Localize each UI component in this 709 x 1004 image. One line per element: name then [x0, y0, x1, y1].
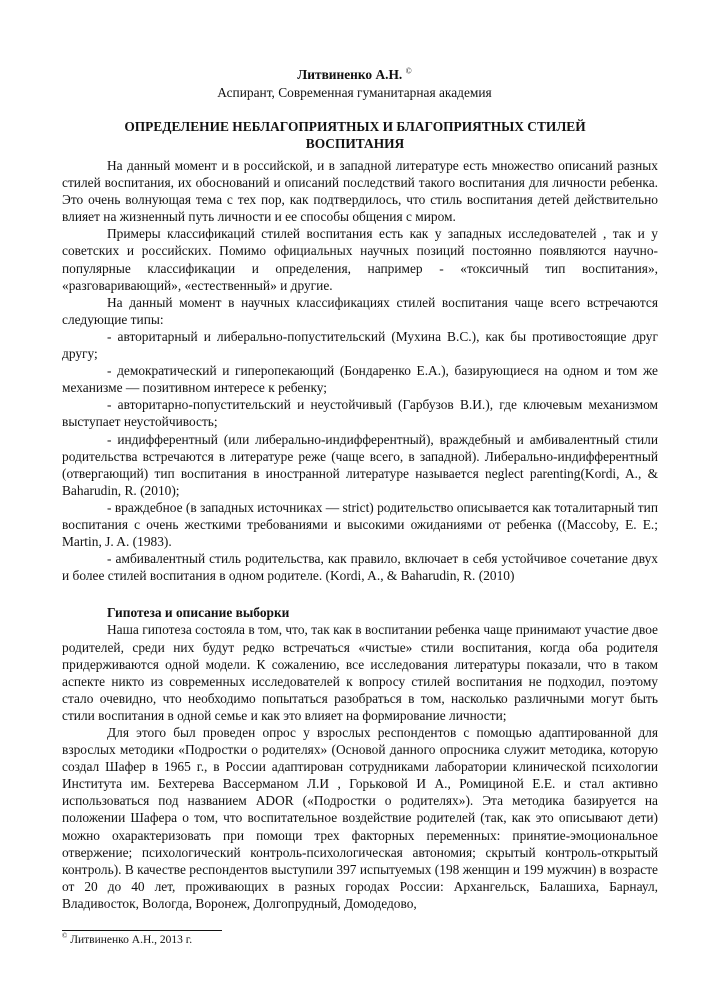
intro-paragraph: На данный момент в научных классификациях стилей воспитания чаще всего встречаются следующие типы:: [62, 294, 658, 327]
style-list-item: - демократический и гиперопекающий (Бондаренко Е.А.), базирующиеся на одном и том же механизме — позитивном интересе к ребенку;: [62, 363, 658, 396]
style-list-item: - авторитарный и либерально-попустительский (Мухина В.С.), как бы противостоящие друг другу;: [62, 328, 658, 362]
style-list-item: - авторитарно-попустительский и неустойчивый (Гарбузов В.И.), где ключевым механизмом выступает неустойчивость;: [62, 397, 658, 430]
author-name: Литвиненко А.Н.: [297, 67, 403, 82]
footnote: [62, 933, 192, 947]
author-affiliation: Аспирант, Современная гуманитарная академия: [217, 85, 492, 100]
paper-title: ОПРЕДЕЛЕНИЕ НЕБЛАГОПРИЯТНЫХ И БЛАГОПРИЯТНЫХ СТИЛЕЙ ВОСПИТАНИЯ: [124, 119, 586, 152]
intro-paragraph: Примеры классификаций стилей воспитания есть как у западных исследователей , так и у советских и российских. Помимо официальных научных позиций постоянно появляются научно-популярные классификации и определения, например - «токсичный тип воспитания», «разговаривающий», «естественный» и другие.: [62, 226, 658, 293]
footnote-mark: ©: [62, 932, 68, 941]
section-heading: Гипотеза и описание выборки: [107, 605, 290, 621]
section-paragraph: Наша гипотеза состояла в том, что, так как в воспитании ребенка чаще принимают участие двое родителей, среди них будут редко встречаться «чистые» стили воспитания, когда оба родителя придерживаются одной модели. К сожалению, все исследования литературы показали, что в таком аспекте никто из современных исследователей к вопросу стилей воспитания не подходил, поэтому стало очевидно, что необходимо попытаться разобраться в том, насколько различными могут быть стили воспитания в одной семье и как это влияет на формирование личности;: [62, 622, 658, 723]
footnote-text: Литвиненко А.Н., 2013 г.: [67, 934, 193, 946]
style-list-item: - амбивалентный стиль родительства, как правило, включает в себя устойчивое сочетание двух и более стилей воспитания в одном родителе. (Kordi, A., & Baharudin, R. (2010): [62, 551, 658, 584]
section-paragraph: Для этого был проведен опрос у взрослых респондентов с помощью адаптированной для взрослых методики «Подростки о родителях» (Основой данного опросника служит методика, которую создал Шафер в 1965 г., в России адаптирован сотрудниками лаборатории клинической психологии Института им. Бехтерева Вассерманом Л.И , Горьковой И А., Ромициной Е.Е. и стал активно использоваться под названием ADOR («Подростки о родителях»). Эта методика базируется на положении Шафера о том, что воспитательное воздействие родителей (так, как это описывают дети) можно охарактеризовать при помощи трех факторных переменных: принятие-эмоциональное отвержение; психологический контроль-психологическая автономия; скрытый контроль-открытый контроль). В качестве респондентов выступили 397 испытуемых (198 женщин и 199 мужчин) в возрасте от 20 до 40 лет, проживающих в разных городах России: Архангельск, Балашиха, Барнаул, Владивосток, Вологда, Воронеж, Долгопрудный, Домодедово,: [62, 725, 658, 911]
copyright-mark: ©: [405, 66, 412, 76]
paper-body: [62, 157, 658, 912]
intro-paragraph: На данный момент и в российской, и в западной литературе есть множество описаний разных стилей воспитания, их обоснований и описаний последствий такого воспитания для личности ребенка. Это очень волнующая тема с тех пор, как подтвердилось, что стиль воспитания детей действительно влияет на жизненный путь личности и ее способы общения с миром.: [62, 158, 658, 225]
style-list-item: - индифферентный (или либерально-индифферентный), враждебный и амбивалентный стили родительства встречаются в литературе реже (чаще всего, в западной). Либерально-индифферентный (отвергающий) тип воспитания в иностранной литературе называется neglect parenting(Kordi, A., & Baharudin, R. (2010);: [62, 431, 658, 498]
author-line: [0, 66, 709, 83]
style-list-item: - враждебное (в западных источниках — strict) родительство описывается как тоталитарный тип воспитания с очень жесткими требованиями и высокими ожиданиями от ребенка ((Maccoby, E. E.; Martin, J. A. (1983).: [62, 499, 658, 550]
footnote-divider: [62, 930, 222, 931]
section-spacer: [62, 584, 658, 604]
